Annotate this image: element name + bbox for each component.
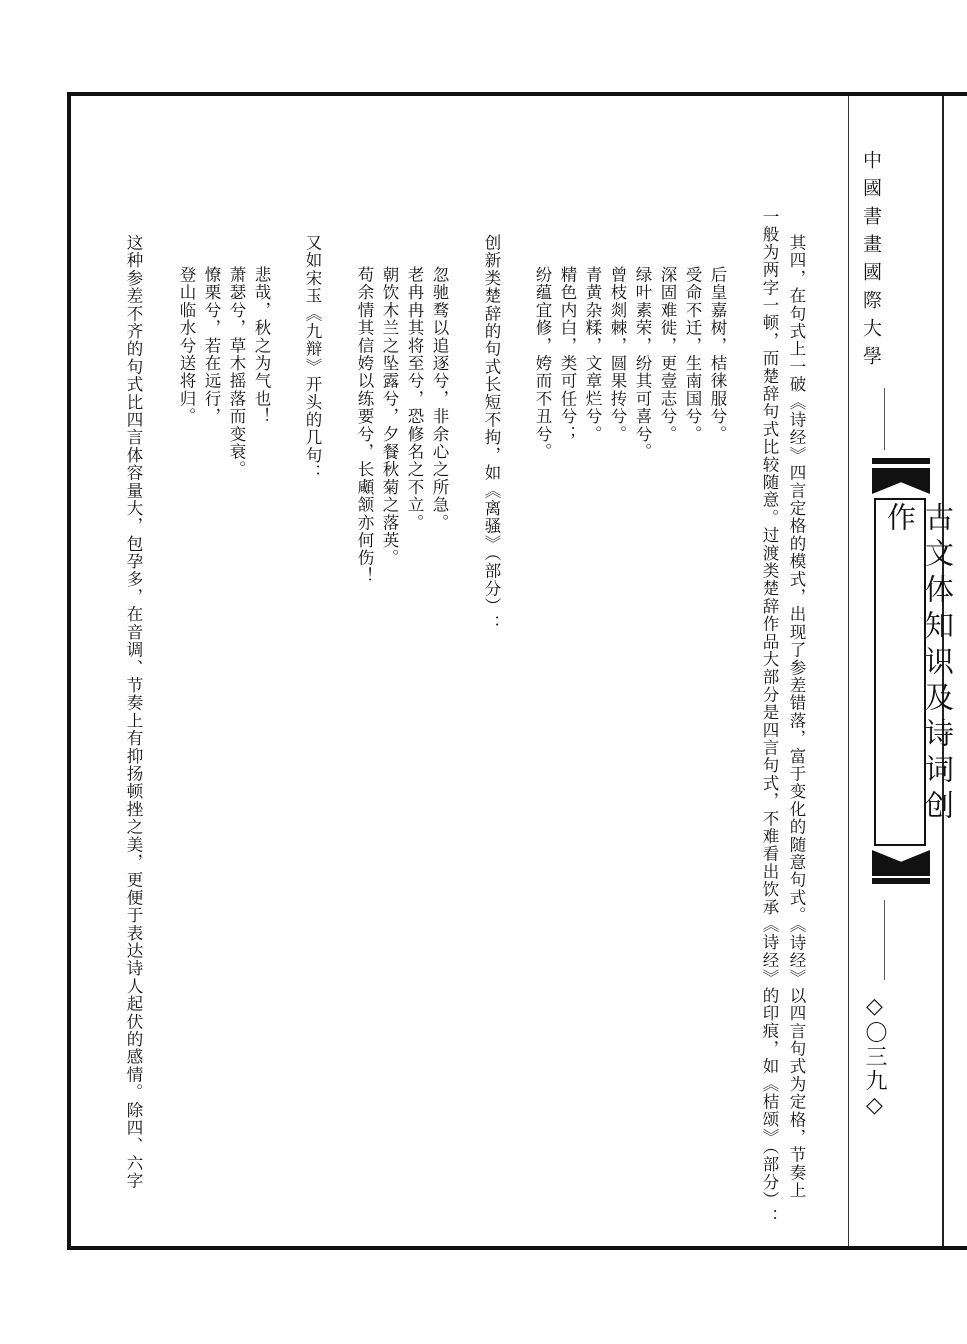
poem-line: 深固难徙，更壹志兮。: [658, 266, 677, 443]
poem-line: 纷蕴宜修，姱而不丑兮。: [533, 266, 552, 461]
poem-line: 曾枝剡棘，圆果抟兮。: [608, 266, 627, 443]
poem-line: 青黄杂糅，文章烂兮。: [583, 266, 602, 443]
book-title: 古文体知识及诗词创作: [883, 502, 955, 826]
poem-line: 朝饮木兰之坠露兮，夕餐秋菊之落英。: [380, 266, 399, 567]
book-title-box: [866, 458, 955, 886]
page-number: ◇〇三九◇: [862, 994, 887, 1120]
poem-line: 忽驰骛以追逐兮，非余心之所急。: [430, 266, 449, 532]
poem-line: 登山临水兮送将归。: [177, 266, 196, 426]
paragraph-line: 一般为两字一顿，而楚辞句式比较随意。过渡类楚辞作品大部分是四言句式，不难看出饮承《诗经》的印痕，如《桔颂》（部分）：: [760, 208, 779, 1227]
paragraph-line: 又如宋玉《九辩》开头的几句：: [303, 234, 322, 482]
margin-divider-bottom: [884, 900, 885, 980]
poem-line: 老冉冉其将至兮，恐修名之不立。: [405, 266, 424, 532]
paragraph-line: 这种参差不齐的句式比四言体容量大，包孕多，在音调、节奏上有抑扬顿挫之美，更便于表达诗人起伏的感情。除四、六字: [124, 234, 143, 1190]
school-name: 中國書畫國際大學: [860, 150, 882, 374]
paragraph-line: 其四，在句式上一破《诗经》四言定格的模式，出现了参差错落，富于变化的随意句式。《诗经》以四言句式为定格，节奏上: [787, 234, 806, 1200]
margin-rule-left: [848, 96, 849, 1246]
title-top-bar: [872, 458, 930, 464]
poem-line: 苟余情其信姱以练要兮，长顑颔亦何伤！: [355, 266, 374, 585]
title-bottom-ornament: [872, 850, 930, 876]
title-top-ornament: [872, 468, 930, 494]
poem-line: 绿叶素荣，纷其可喜兮。: [633, 266, 652, 461]
margin-divider-top: [884, 388, 885, 450]
poem-line: 精色内白，类可任兮；: [558, 266, 577, 443]
poem-line: 憭栗兮，若在远行，: [202, 266, 221, 426]
paragraph-line: 创新类楚辞的句式长短不拘，如《离骚》（部分）：: [482, 234, 501, 633]
poem-line: 悲哉，秋之为气也！: [252, 266, 271, 426]
title-bottom-bar: [872, 878, 930, 884]
poem-line: 萧瑟兮，草木摇落而变衰。: [227, 266, 246, 479]
poem-line: 受命不迁，生南国兮。: [683, 266, 702, 443]
poem-line: 后皇嘉树，桔徕服兮。: [708, 266, 727, 443]
